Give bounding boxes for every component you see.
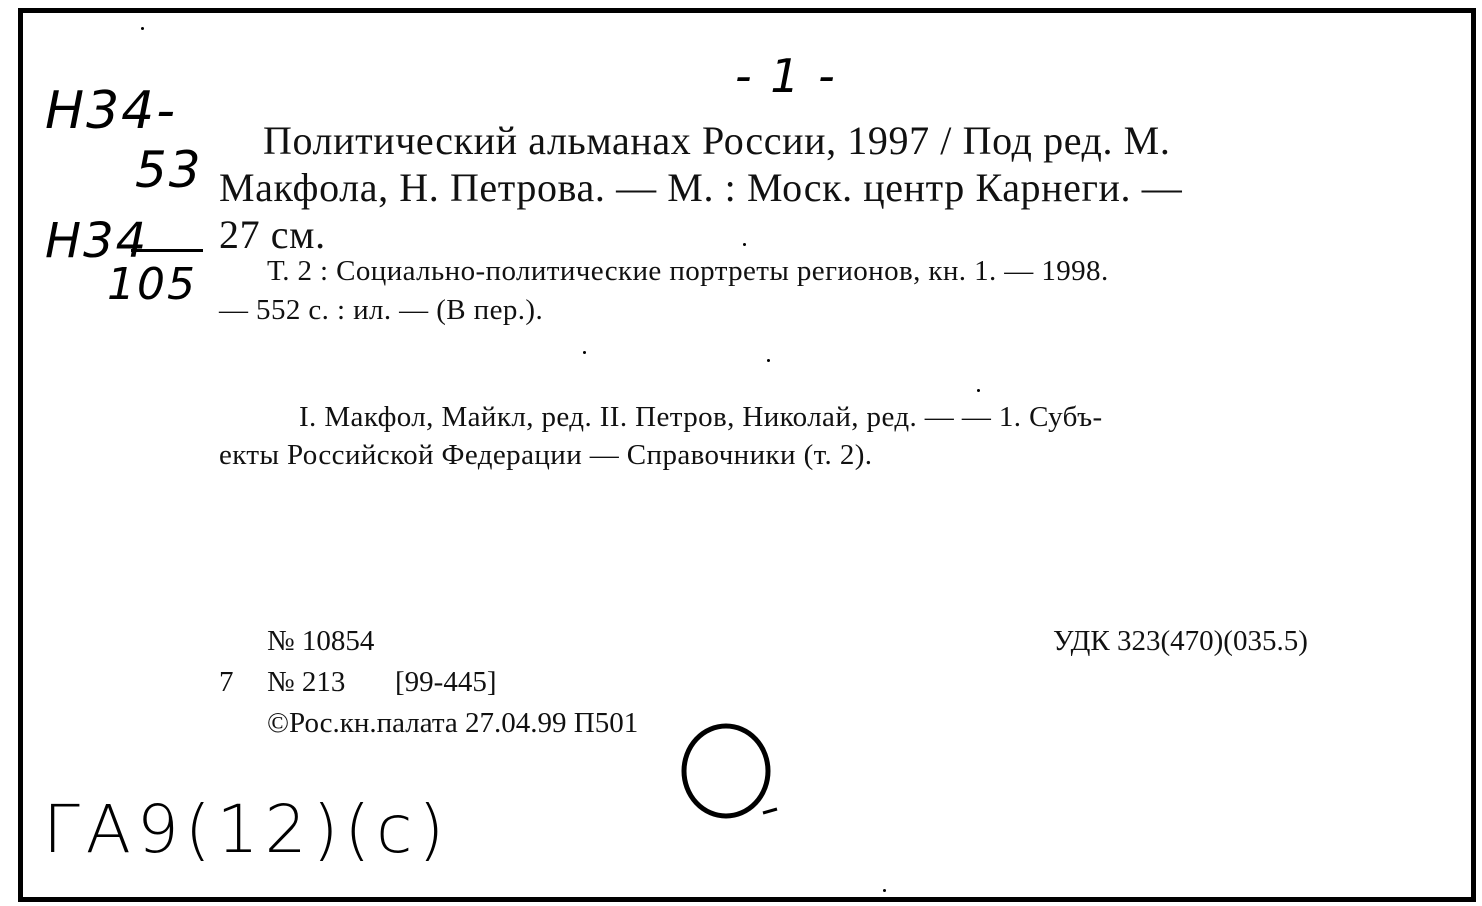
card-number: № 10854	[267, 625, 375, 657]
scan-speck	[743, 243, 746, 246]
footer-bracket: [99-445]	[395, 666, 497, 698]
handwritten-shelfmark-1-bottom: 53	[135, 141, 203, 199]
scan-speck	[583, 351, 586, 354]
handwritten-bottom-code: ГА9(12)(с)	[43, 791, 451, 868]
entry-title-line-3: 27 см.	[219, 212, 326, 257]
handwritten-shelfmark-1-top: Н34-	[45, 81, 178, 141]
scan-speck	[767, 359, 770, 362]
handwritten-shelfmark-2-bottom: 105	[107, 259, 197, 310]
volume-line-1: Т. 2 : Социально-политические портреты регионов, кн. 1. — 1998.	[267, 255, 1109, 287]
copyright-line: ©Рос.кн.палата 27.04.99 П501	[267, 707, 639, 739]
entry-title-line-2: Макфола, Н. Петрова. — М. : Моск. центр Карнеги. —	[219, 165, 1183, 210]
stamp-circle	[679, 721, 789, 831]
tracing-line-2: екты Российской Федерации — Справочники (т. 2).	[219, 439, 873, 471]
scan-speck	[977, 389, 980, 392]
handwritten-card-number: - 1 -	[735, 49, 837, 103]
catalog-card	[18, 8, 1476, 902]
handwritten-shelfmark-2-top: Н34	[45, 213, 149, 269]
tracing-line-1: I. Макфол, Майкл, ред. II. Петров, Николай, ред. — — 1. Субъ-	[299, 401, 1103, 433]
scan-speck	[141, 27, 144, 30]
udc-code: УДК 323(470)(035.5)	[1053, 625, 1308, 657]
entry-title-line-1: Политический альманах России, 1997 / Под ред. М.	[263, 118, 1171, 163]
scan-speck	[883, 889, 886, 892]
footer-number-2: № 213	[267, 666, 346, 698]
footer-prefix: 7	[219, 666, 234, 698]
handwritten-shelfmark-2-underline	[131, 249, 203, 252]
volume-line-2: — 552 с. : ил. — (В пер.).	[219, 294, 544, 326]
